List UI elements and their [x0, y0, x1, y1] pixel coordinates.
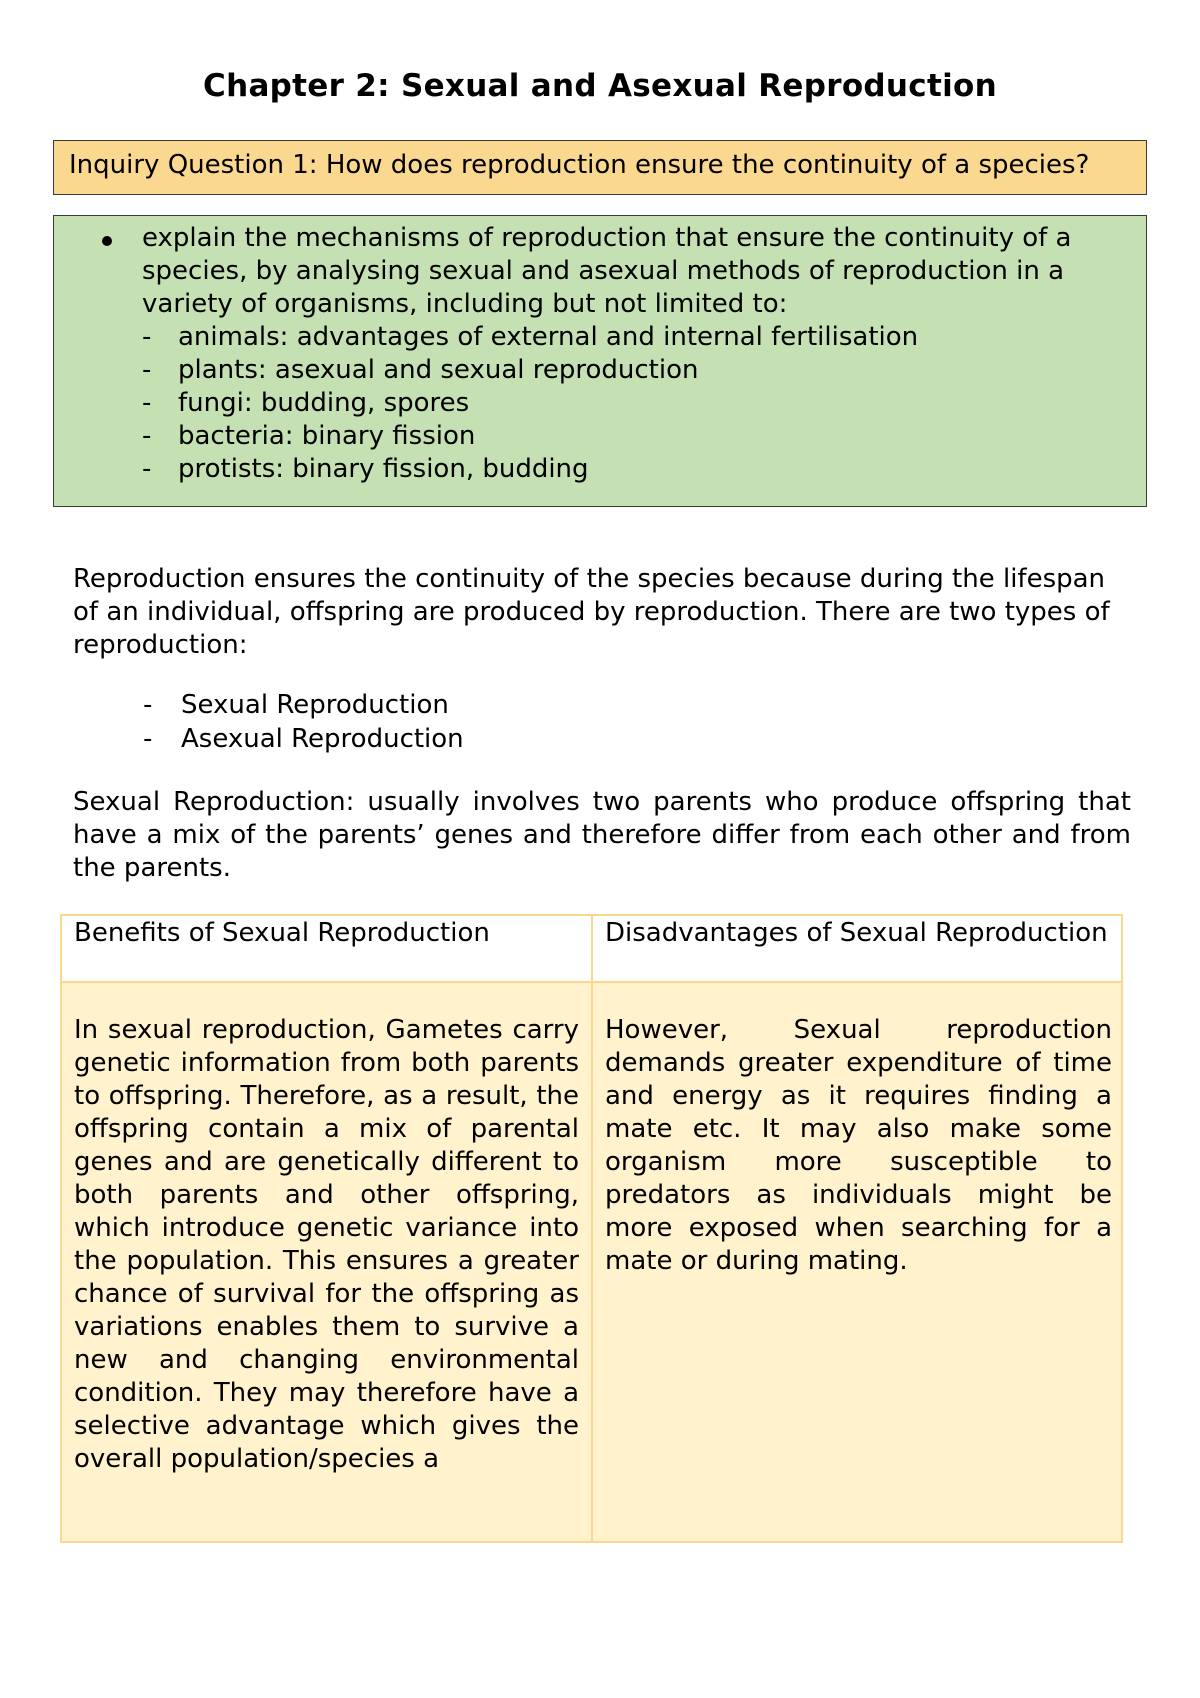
- dash-icon: -: [143, 690, 153, 720]
- dash-icon: -: [142, 454, 152, 484]
- dash-icon: -: [142, 322, 152, 352]
- dash-icon: -: [142, 421, 152, 451]
- table-cell-benefits: In sexual reproduction, Gametes carry genetic information from both parents to offspring. Therefore, as a result, the offspring contain a mix of parental genes and are genetically different to both parents and other offspring, which introduce genetic variance into the population. This ensures a greater chance of survival for the offspring as variations enables them to survive a new and changing environmental condition. They may therefore have a selective advantage which gives the overall population/species a: [74, 1015, 579, 1474]
- inquiry-question-box: [53, 140, 1147, 195]
- intro-paragraph: Reproduction ensures the continuity of the species because during the lifespan of an individual, offspring are produced by reproduction. There are two types of reproduction:: [73, 564, 1110, 660]
- dash-icon: -: [142, 355, 152, 385]
- outcome-subitem-text: protists: binary fission, budding: [178, 454, 589, 484]
- syllabus-outcomes-box: [53, 215, 1147, 507]
- outcome-main-text: explain the mechanisms of reproduction that ensure the continuity of a species, by analysing sexual and asexual methods of reproduction in a variety of organisms, including but not limited to:: [142, 223, 1072, 319]
- reproduction-types-list: [143, 688, 464, 756]
- outcome-subitem-text: bacteria: binary fission: [178, 421, 476, 451]
- list-item: [143, 688, 464, 722]
- table-header-benefits: Benefits of Sexual Reproduction: [74, 918, 490, 948]
- list-item-text: Sexual Reproduction: [181, 690, 449, 720]
- sexual-reproduction-definition: Sexual Reproduction: usually involves two parents who produce offspring that have a mix of the parents’ genes and therefore differ from each other and from the parents.: [73, 787, 1131, 883]
- outcome-subitem-text: fungi: budding, spores: [178, 388, 470, 418]
- table-cell-disadvantages: However, Sexual reproduction demands greater expenditure of time and energy as it requires finding a mate etc. It may also make some organism more susceptible to predators as individuals might be more exposed when searching for a mate or during mating.: [605, 1015, 1112, 1276]
- outcome-subitem: [142, 387, 918, 420]
- inquiry-question-text: Inquiry Question 1: How does reproduction ensure the continuity of a species?: [69, 150, 1090, 180]
- outcome-subitem: [142, 321, 918, 354]
- list-item-text: Asexual Reproduction: [181, 724, 464, 754]
- outcome-main: [142, 222, 1127, 321]
- dash-icon: -: [143, 724, 153, 754]
- outcome-subitem: [142, 354, 918, 387]
- outcome-subitems: [142, 321, 918, 486]
- table-header-disadvantages: Disadvantages of Sexual Reproduction: [605, 918, 1108, 948]
- bullet-icon: [102, 236, 112, 246]
- outcome-subitem: [142, 453, 918, 486]
- outcome-subitem-text: animals: advantages of external and internal fertilisation: [178, 322, 919, 352]
- list-item: [143, 722, 464, 756]
- column-divider: [591, 916, 593, 1541]
- comparison-table: [60, 914, 1123, 1543]
- outcome-subitem-text: plants: asexual and sexual reproduction: [178, 355, 699, 385]
- dash-icon: -: [142, 388, 152, 418]
- outcome-subitem: [142, 420, 918, 453]
- page-title: Chapter 2: Sexual and Asexual Reproduction: [203, 68, 997, 104]
